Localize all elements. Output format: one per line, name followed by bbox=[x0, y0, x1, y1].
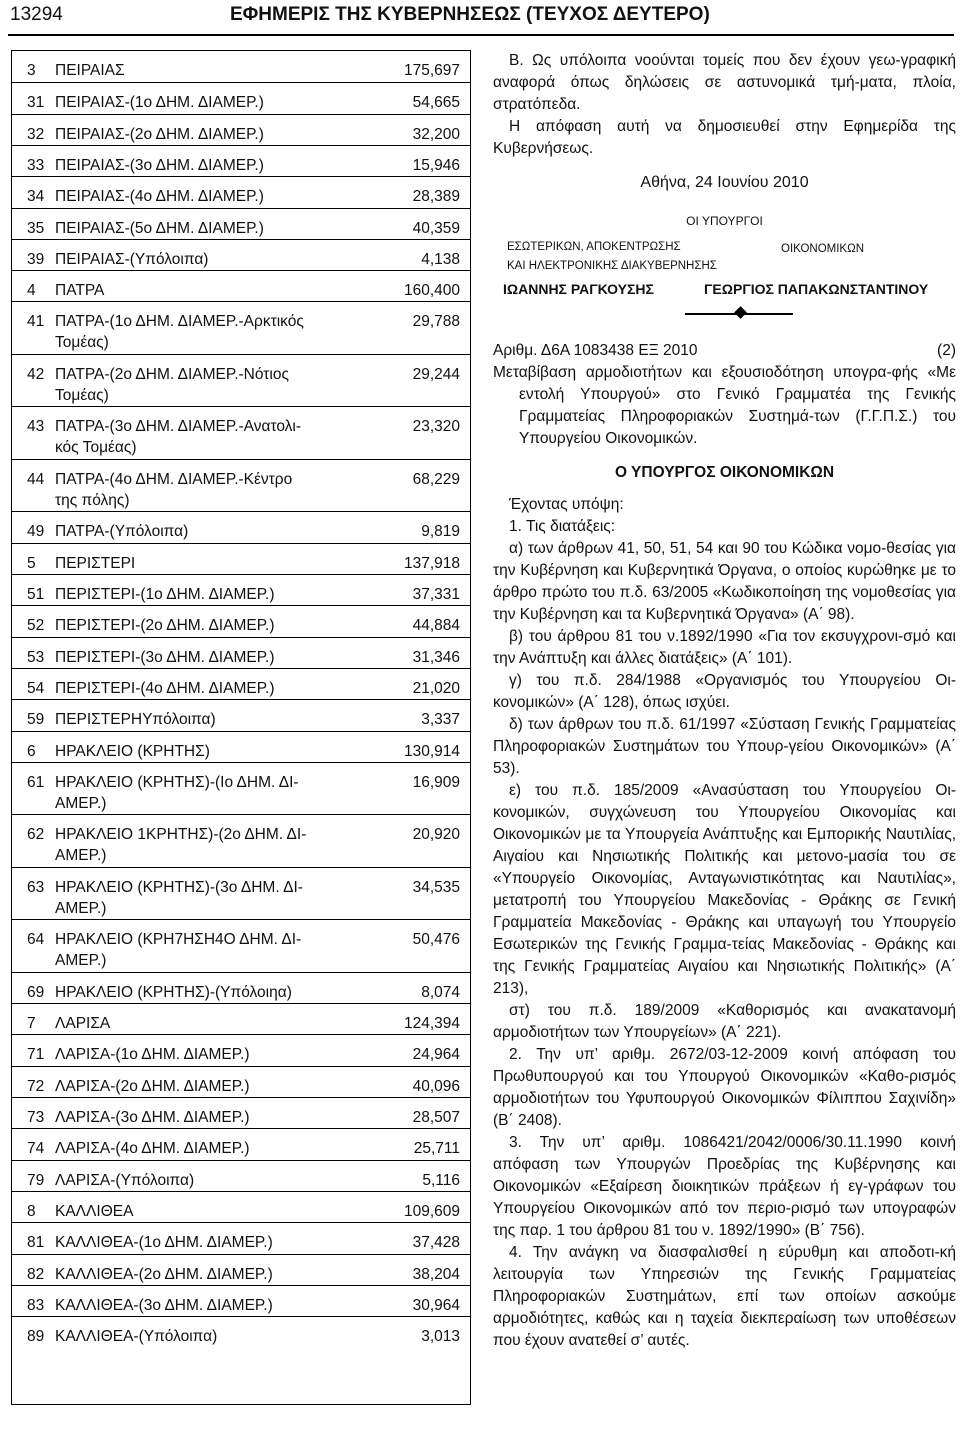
paragraph-b: Β. Ως υπόλοιπα νοούνται τομείς που δεν έχουν γεω-γραφική αναφορά όπως δηλώσεις σε αστυνομικά τμή-ματα, πλοία, στρατόπεδα. bbox=[493, 52, 956, 113]
row-name: ΚΑΛΛΙΘΕΑ-(2ο ΔΗΜ. ΔΙΑΜΕΡ.) bbox=[55, 1265, 273, 1283]
decision-index: (2) bbox=[937, 342, 956, 359]
row-name: ΗΡΑΚΛΕΙΟ (ΚΡΗ7ΗΣΗ4Ο ΔΗΜ. ΔΙ- ΑΜΕΡ.) bbox=[55, 931, 302, 970]
row-value: 15,946 bbox=[412, 156, 460, 174]
row-name: ΠΕΙΡΑΙΑΣ-(2ο ΔΗΜ. ΔΙΑΜΕΡ.) bbox=[55, 125, 264, 143]
row-value: 29,788 bbox=[412, 313, 460, 331]
table-row bbox=[12, 1003, 470, 1034]
row-name: ΠΕΡΙΣΤΕΡΙ-(3ο ΔΗΜ. ΔΙΑΜΕΡ.) bbox=[55, 648, 275, 666]
row-name: ΠΑΤΡΑ-(3ο ΔΗΜ. ΔΙΑΜΕΡ.-Ανατολι- κός Τομέας) bbox=[55, 418, 302, 457]
table-row bbox=[12, 762, 470, 815]
table-row bbox=[12, 1254, 470, 1285]
row-code: 51 bbox=[27, 586, 45, 603]
row-name: ΠΕΙΡΑΙΑΣ-(5ο ΔΗΜ. ΔΙΑΜΕΡ.) bbox=[55, 219, 264, 237]
decision-subject: Μεταβίβαση αρμοδιοτήτων και εξουσιοδότηση υπογρα-φής «Με εντολή Υπουργού» στο Γενικό Γραμματέα της Γενικής Γραμματείας Πληροφοριακών Συστημά-των (Γ.Γ.Π.Σ.) του Υπουργείου Οικονομικών. bbox=[493, 364, 956, 447]
row-value: 28,389 bbox=[412, 188, 460, 206]
table-row bbox=[12, 637, 470, 668]
item-c: γ) του π.δ. 284/1988 «Οργανισμός του Υπουργείου Οι-κονομικών» (Α΄ 128), όπως ισχύει. bbox=[493, 672, 956, 711]
row-name: ΠΕΙΡΑΙΑΣ-(Υπόλοιπα) bbox=[55, 250, 209, 268]
item-b: β) του άρθρου 81 του ν.1892/1990 «Για τον εκσυγχρονι-σμό και την Ανάπτυξη και άλλες διατάξεις» (Α΄ 101). bbox=[493, 628, 956, 667]
row-value: 137,918 bbox=[403, 554, 460, 572]
table-row bbox=[12, 239, 470, 270]
row-value: 34,535 bbox=[412, 878, 460, 896]
header-rule bbox=[8, 34, 954, 36]
row-name: ΗΡΑΚΛΕΙΟ (ΚΡΗΤΗΣ)-(3ο ΔΗΜ. ΔΙ- ΑΜΕΡ.) bbox=[55, 878, 303, 917]
table-row bbox=[12, 1066, 470, 1097]
row-value: 9,819 bbox=[421, 523, 460, 541]
decision-number-row bbox=[493, 340, 956, 362]
row-code: 62 bbox=[27, 826, 45, 844]
table-row bbox=[12, 82, 470, 113]
row-name: ΠΑΤΡΑ bbox=[55, 282, 105, 300]
row-name: ΛΑΡΙΣΑ-(Υπόλοιπα) bbox=[55, 1171, 195, 1189]
row-code: 54 bbox=[27, 679, 45, 697]
row-value: 68,229 bbox=[412, 470, 460, 488]
row-code: 32 bbox=[27, 125, 45, 143]
row-value: 44,884 bbox=[412, 617, 460, 635]
table-row bbox=[12, 814, 470, 867]
table-row bbox=[12, 867, 470, 920]
row-name: ΠΑΤΡΑ-(2ο ΔΗΜ. ΔΙΑΜΕΡ.-Νότιος Τομέας) bbox=[55, 365, 289, 404]
item-st: στ) του π.δ. 189/2009 «Καθορισμός και ανακατανομή αρμοδιοτήτων των Υπουργείων» (Α΄ 221). bbox=[493, 1002, 956, 1041]
row-code: 31 bbox=[27, 94, 45, 112]
row-value: 28,507 bbox=[412, 1109, 460, 1126]
table-row bbox=[12, 1222, 470, 1253]
row-name: ΚΑΛΛΙΘΕΑ bbox=[55, 1202, 134, 1220]
table-row bbox=[12, 1191, 470, 1222]
table-row bbox=[12, 270, 470, 301]
row-code: 34 bbox=[27, 188, 45, 206]
table-row bbox=[12, 114, 470, 145]
item-e: ε) του π.δ. 185/2009 «Ανασύσταση του Υπουργείου Οι-κονομικών, συγχώνευση του Υπουργείου Οικονομίας και Οικονομικών με τα Υπουργεία Ανάπτυξης και Εμπορικής Ναυτιλίας, Αιγαίου και Νησιωτικής Πολιτικής και μετονο-μασία του σε «Υπουργείο Οικονομίας, Ανταγωνιστικότητας και Ναυτιλίας», μετατροπή του Υπουργείου Μακεδονίας - Θράκης σε Γενική Γραμματεία Μακεδονίας - Θράκης και υπαγωγή του Υπουργείο Εσωτερικών της Γενικής Γραμμα-τείας Μακεδονίας - Θράκης και της Γενικής Γραμματείας Αιγαίου και Νησιωτικής Πολιτικής» (Α΄ 213), bbox=[493, 782, 956, 997]
row-name: ΗΡΑΚΛΕΙΟ (ΚΡΗΤΗΣ)-(Ιο ΔΗΜ. ΔΙ- ΑΜΕΡ.) bbox=[55, 773, 299, 812]
row-name: ΠΕΡΙΣΤΕΡΙ-(1ο ΔΗΜ. ΔΙΑΜΕΡ.) bbox=[55, 586, 275, 603]
decision-number: Αριθμ. Δ6Α 1083438 ΕΞ 2010 bbox=[493, 342, 698, 359]
table-row bbox=[12, 1160, 470, 1191]
item-d: δ) των άρθρων του π.δ. 61/1997 «Σύσταση Γενικής Γραμματείας Πληροφοριακών Συστημάτων του Υπουρ-γείου Οικονομικών» (Α΄ 53). bbox=[493, 716, 956, 777]
row-code: 6 bbox=[27, 742, 36, 760]
table-row bbox=[12, 145, 470, 176]
row-name: ΚΑΛΛΙΘΕΑ-(3ο ΔΗΜ. ΔΙΑΜΕΡ.) bbox=[55, 1296, 273, 1314]
row-value: 175,697 bbox=[403, 62, 460, 79]
having-regard: Έχοντας υπόψη: bbox=[509, 496, 624, 513]
row-code: 81 bbox=[27, 1234, 45, 1252]
minister-title: Ο ΥΠΟΥΡΓΟΣ ΟΙΚΟΝΟΜΙΚΩΝ bbox=[614, 464, 835, 481]
row-name: ΠΕΙΡΑΙΑΣ bbox=[55, 62, 125, 79]
row-code: 7 bbox=[27, 1015, 36, 1033]
table-row bbox=[12, 354, 470, 407]
row-code: 53 bbox=[27, 648, 45, 666]
minister-interior-line1: ΕΣΩΤΕΡΙΚΩΝ, ΑΠΟΚΕΝΤΡΩΣΗΣ bbox=[507, 241, 681, 253]
row-name: ΠΕΡΙΣΤΕΡΙ bbox=[55, 554, 136, 572]
table-row bbox=[12, 459, 470, 512]
row-code: 79 bbox=[27, 1171, 45, 1189]
row-name: ΗΡΑΚΛΕΙΟ 1ΚΡΗΤΗΣ)-(2ο ΔΗΜ. ΔΙ- ΑΜΕΡ.) bbox=[55, 826, 307, 865]
item-4: 4. Την ανάγκη να διασφαλισθεί η εύρυθμη και αποδοτι-κή λειτουργία των Υπηρεσιών της Γενικής Γραμματείας Πληροφοριακών Συστημάτων, επί των οποίων ασκούμε αρμοδιότητες, καθώς και η ταχεία διεκπεραίωση των υποθέσεων που έχουν ανατεθεί σ’ αυτές. bbox=[493, 1244, 956, 1349]
row-code: 73 bbox=[27, 1109, 45, 1126]
minister-interior-line2: ΚΑΙ ΗΛΕΚΤΡΟΝΙΚΗΣ ΔΙΑΚΥΒΕΡΝΗΣΗΣ bbox=[507, 260, 717, 272]
table-row bbox=[12, 511, 470, 542]
page-header bbox=[0, 0, 960, 30]
row-code: 64 bbox=[27, 931, 45, 949]
row-value: 31,346 bbox=[412, 648, 460, 666]
row-name: ΛΑΡΙΣΑ-(4ο ΔΗΜ. ΔΙΑΜΕΡ.) bbox=[55, 1140, 250, 1158]
row-name: ΛΑΡΙΣΑ-(3ο ΔΗΜ. ΔΙΑΜΕΡ.) bbox=[55, 1109, 250, 1126]
table-row bbox=[12, 699, 470, 730]
table-row bbox=[12, 176, 470, 207]
row-value: 37,331 bbox=[412, 586, 460, 603]
table-row bbox=[12, 919, 470, 972]
row-value: 3,013 bbox=[421, 1328, 460, 1346]
row-code: 35 bbox=[27, 219, 45, 237]
row-value: 124,394 bbox=[403, 1015, 460, 1033]
table-row bbox=[12, 605, 470, 636]
date-line: Αθήνα, 24 Ιουνίου 2010 bbox=[640, 174, 809, 191]
ministers-heading: ΟΙ ΥΠΟΥΡΓΟΙ bbox=[686, 214, 763, 228]
page-number: 13294 bbox=[10, 4, 63, 25]
table-row bbox=[12, 972, 470, 1003]
row-code: 63 bbox=[27, 878, 45, 896]
row-code: 71 bbox=[27, 1046, 45, 1064]
item-a: α) των άρθρων 41, 50, 51, 54 και 90 του Κώδικα νομο-θεσίας για την Κυβέρνηση και Κυβερνητικά Όργανα, ο οποίος κυρώθηκε με το άρθρο πρώτο του π.δ. 63/2005 «Κωδικοποίηση της νομοθεσίας για την Κυβέρνηση και τα Κυβερνητικά Όργανα» (Α΄ 98). bbox=[493, 540, 956, 623]
row-value: 4,138 bbox=[421, 250, 460, 268]
row-value: 8,074 bbox=[421, 983, 460, 1001]
row-name: ΠΕΙΡΑΙΑΣ-(4ο ΔΗΜ. ΔΙΑΜΕΡ.) bbox=[55, 188, 264, 206]
item-2: 2. Την υπ’ αριθμ. 2672/03-12-2009 κοινή απόφαση του Πρωθυπουργού και του Υπουργού Οικονομικών «Καθο-ρισμός αρμοδιοτήτων του Υφυπουργού Οικονομικών Φίλιππου Σαχινίδη» (Β΄ 2408). bbox=[493, 1046, 956, 1129]
row-name: ΠΑΤΡΑ-(Υπόλοιπα) bbox=[55, 523, 189, 541]
row-code: 82 bbox=[27, 1265, 45, 1283]
row-value: 24,964 bbox=[412, 1046, 460, 1064]
row-value: 29,244 bbox=[412, 365, 460, 383]
divider-diamond-icon bbox=[734, 306, 747, 319]
row-value: 38,204 bbox=[412, 1265, 460, 1283]
row-name: ΠΕΡΙΣΤΕΡΙ-(4ο ΔΗΜ. ΔΙΑΜΕΡ.) bbox=[55, 679, 275, 697]
row-code: 44 bbox=[27, 470, 45, 488]
row-code: 3 bbox=[27, 62, 36, 79]
row-code: 83 bbox=[27, 1296, 45, 1314]
table-row bbox=[12, 1128, 470, 1159]
table-row bbox=[12, 731, 470, 762]
row-name: ΗΡΑΚΛΕΙΟ (ΚΡΗΤΗΣ)-(Υπόλοιηα) bbox=[55, 983, 292, 1001]
row-code: 61 bbox=[27, 773, 45, 791]
minister-interior-title bbox=[507, 238, 717, 276]
minister-finance-title: ΟΙΚΟΝΟΜΙΚΩΝ bbox=[781, 243, 864, 255]
row-name: ΛΑΡΙΣΑ-(2ο ΔΗΜ. ΔΙΑΜΕΡ.) bbox=[55, 1077, 250, 1095]
row-name: ΠΕΡΙΣΤΕΡΗΥπόλοιπα) bbox=[55, 711, 216, 729]
row-code: 52 bbox=[27, 617, 45, 635]
row-value: 5,116 bbox=[422, 1171, 460, 1189]
row-code: 74 bbox=[27, 1140, 45, 1158]
row-value: 23,320 bbox=[412, 418, 460, 436]
row-name: ΠΕΙΡΑΙΑΣ-(1ο ΔΗΜ. ΔΙΑΜΕΡ.) bbox=[55, 94, 264, 112]
paragraph-publish: Η απόφαση αυτή να δημοσιευθεί στην Εφημερίδα της Κυβερνήσεως. bbox=[493, 118, 956, 157]
row-name: ΚΑΛΛΙΘΕΑ-(1ο ΔΗΜ. ΔΙΑΜΕΡ.) bbox=[55, 1234, 273, 1252]
row-value: 25,711 bbox=[413, 1140, 460, 1158]
row-value: 109,609 bbox=[403, 1202, 460, 1220]
decision-section bbox=[493, 340, 956, 1352]
gazette-title: ΕΦΗΜΕΡΙΣ ΤΗΣ ΚΥΒΕΡΝΗΣΕΩΣ (ΤΕΥΧΟΣ ΔΕΥΤΕΡΟ) bbox=[230, 4, 710, 25]
row-value: 21,020 bbox=[412, 679, 460, 697]
table-row bbox=[12, 1034, 470, 1065]
row-name: ΠΕΡΙΣΤΕΡΙ-(2ο ΔΗΜ. ΔΙΑΜΕΡ.) bbox=[55, 617, 275, 635]
row-value: 54,665 bbox=[412, 94, 460, 112]
row-name: ΗΡΑΚΛΕΙΟ (ΚΡΗΤΗΣ) bbox=[55, 742, 210, 760]
table-row bbox=[12, 574, 470, 605]
table-row bbox=[12, 668, 470, 699]
row-value: 40,359 bbox=[412, 219, 460, 237]
row-value: 3,337 bbox=[421, 711, 460, 729]
row-value: 130,914 bbox=[403, 742, 460, 760]
table-row bbox=[12, 406, 470, 459]
row-code: 72 bbox=[27, 1077, 45, 1095]
row-name: ΠΕΙΡΑΙΑΣ-(3ο ΔΗΜ. ΔΙΑΜΕΡ.) bbox=[55, 156, 264, 174]
row-code: 41 bbox=[27, 313, 45, 331]
row-value: 30,964 bbox=[412, 1296, 460, 1314]
item-1: 1. Τις διατάξεις: bbox=[509, 518, 616, 535]
row-value: 50,476 bbox=[412, 931, 460, 949]
row-code: 39 bbox=[27, 250, 45, 268]
row-code: 43 bbox=[27, 418, 45, 436]
row-value: 16,909 bbox=[412, 773, 460, 791]
row-code: 5 bbox=[27, 554, 36, 572]
table-row bbox=[12, 1316, 470, 1347]
row-value: 32,200 bbox=[412, 125, 460, 143]
row-value: 20,920 bbox=[412, 826, 460, 844]
row-value: 40,096 bbox=[412, 1077, 460, 1095]
table-row bbox=[12, 1285, 470, 1316]
statistics-table bbox=[11, 50, 471, 1405]
row-code: 42 bbox=[27, 365, 45, 383]
row-name: ΠΑΤΡΑ-(1ο ΔΗΜ. ΔΙΑΜΕΡ.-Αρκτικός Τομέας) bbox=[55, 313, 304, 352]
row-code: 49 bbox=[27, 523, 45, 541]
table-row bbox=[12, 543, 470, 574]
row-name: ΛΑΡΙΣΑ bbox=[55, 1015, 111, 1033]
row-code: 69 bbox=[27, 983, 45, 1001]
row-value: 160,400 bbox=[403, 282, 460, 300]
row-code: 89 bbox=[27, 1328, 45, 1346]
signer-left: ΙΩΑΝΝΗΣ ΡΑΓΚΟΥΣΗΣ bbox=[503, 281, 654, 297]
table-row bbox=[12, 301, 470, 354]
row-name: ΚΑΛΛΙΘΕΑ-(Υπόλοιπα) bbox=[55, 1328, 218, 1346]
table-row bbox=[12, 51, 470, 82]
row-value: 37,428 bbox=[412, 1234, 460, 1252]
row-code: 59 bbox=[27, 711, 45, 729]
signer-right: ΓΕΩΡΓΙΟΣ ΠΑΠΑΚΩΝΣΤΑΝΤΙΝΟΥ bbox=[704, 281, 929, 297]
table-row bbox=[12, 1097, 470, 1128]
row-code: 8 bbox=[27, 1202, 36, 1220]
row-name: ΛΑΡΙΣΑ-(1ο ΔΗΜ. ΔΙΑΜΕΡ.) bbox=[55, 1046, 250, 1064]
row-code: 33 bbox=[27, 156, 45, 174]
table-row bbox=[12, 208, 470, 239]
row-name: ΠΑΤΡΑ-(4ο ΔΗΜ. ΔΙΑΜΕΡ.-Κέντρο της πόλης) bbox=[55, 470, 293, 509]
row-code: 4 bbox=[27, 282, 36, 300]
item-3: 3. Την υπ’ αριθμ. 1086421/2042/0006/30.11.1990 κοινή απόφαση των Υπουργών Προεδρίας της Κυβέρνησης και Οικονομικών «Εξαίρεση διοικητικών πράξεων ή εγ-γράφων του Υπουργείου Οικονομικών από τον περιο-ρισμό των υπογραφών της παρ. 1 του άρθρου 81 του ν. 1892/1990» (Β΄ 756). bbox=[493, 1134, 956, 1239]
